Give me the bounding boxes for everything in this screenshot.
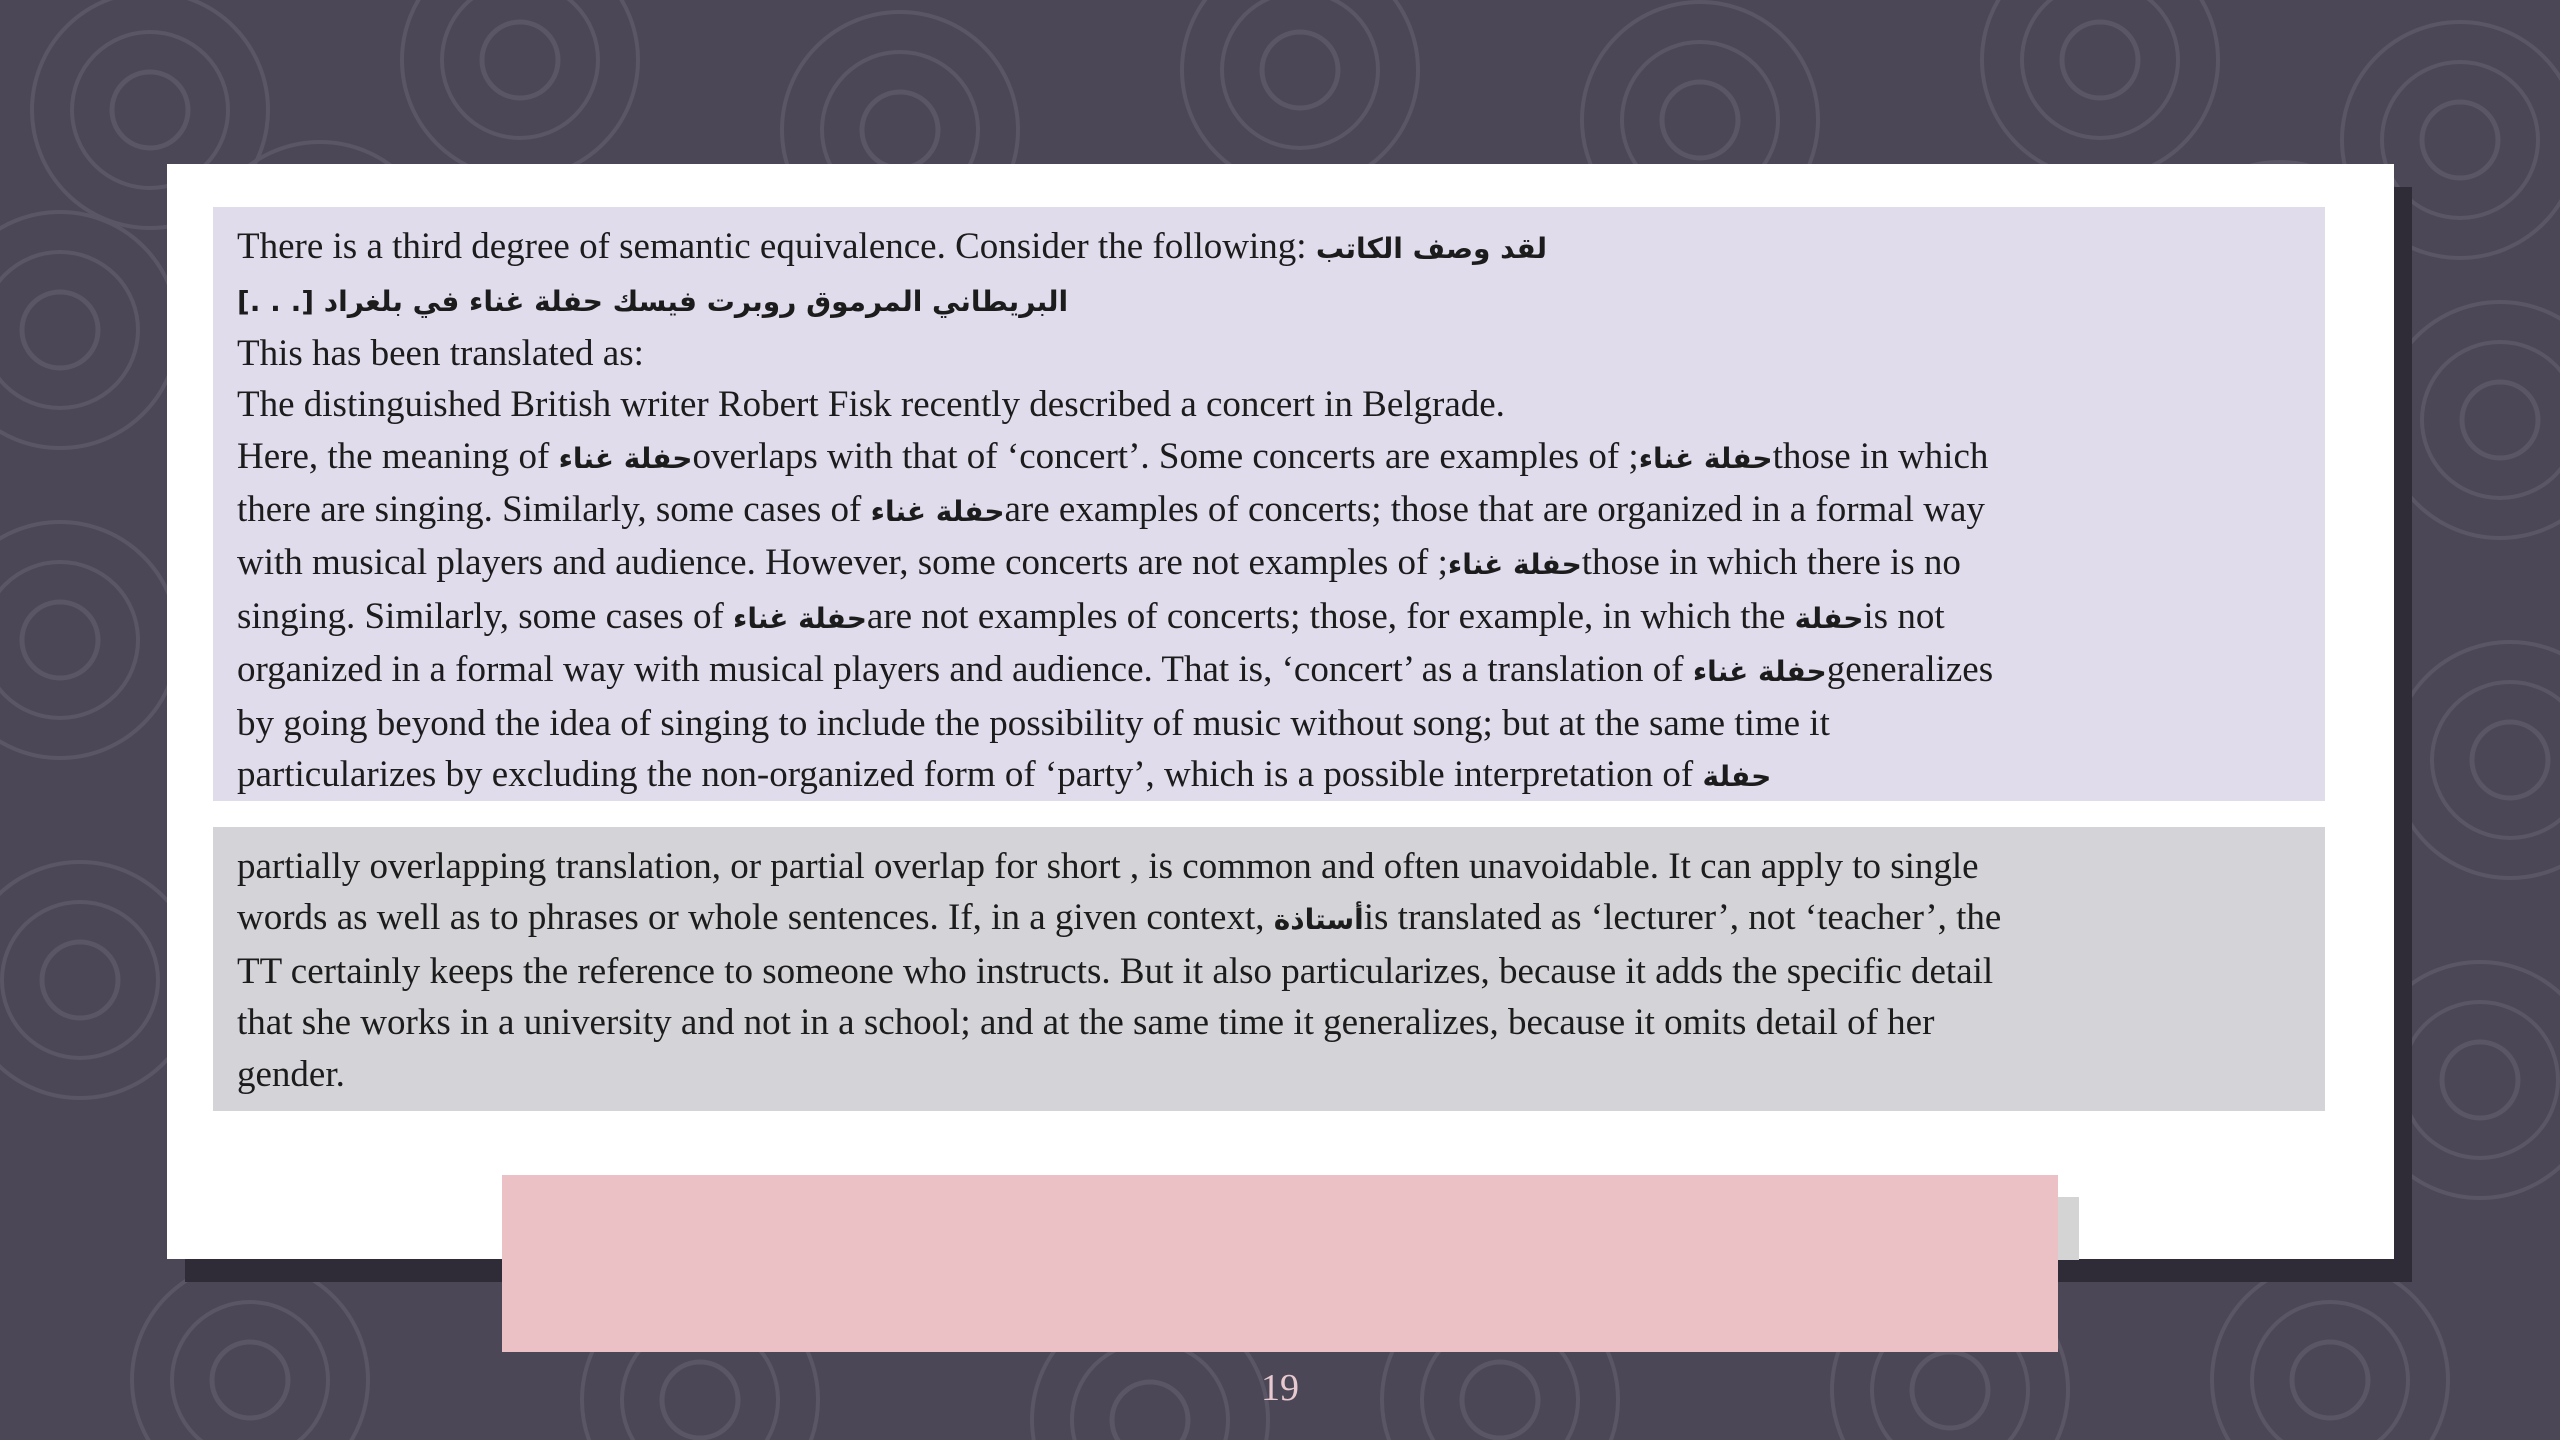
arabic-phrase: حفلة غناء [1447,548,1582,582]
page-number: 19 [1261,1367,1299,1409]
swirl-ring [402,0,638,178]
swirl-ring [482,22,558,98]
swirl-ring [2292,1342,2368,1418]
primary-text-box [213,207,2325,801]
swirl-ring [2402,1002,2558,1158]
swirl-ring [662,1362,738,1438]
text-line: by going beyond the idea of singing to include the possibility of music without song; but at the same time it [237,702,1830,744]
swirl-ring [1462,1362,1538,1438]
text-line [237,274,2301,327]
swirl-ring [22,292,98,368]
swirl-ring [0,522,178,758]
swirl-ring [1072,1342,1228,1440]
text-line: organized in a formal way with musical players and audience. That is, ‘concert’ as a translation of حفلة غناءgeneralizes [237,649,1994,691]
swirl-ring [1982,0,2218,178]
swirl-ring [2392,642,2560,878]
swirl-ring [1182,0,1418,188]
text-line: with musical players and audience. However, some concerts are not examples of ;حفلة غناءthose in which there is no [237,542,1961,584]
swirl-ring [2212,1262,2448,1440]
swirl-ring [1262,32,1338,108]
swirl-ring [212,1342,288,1418]
swirl-ring [2462,382,2538,458]
swirl-ring [2,902,158,1058]
text-line: there are singing. Similarly, some cases of حفلة غناءare examples of concerts; those that are organized in a formal way [237,489,1985,531]
swirl-ring [2422,102,2498,178]
arabic-phrase: حفلة غناء [1692,655,1827,689]
swirl-ring [2432,682,2560,838]
arabic-phrase: حفلة غناء [558,441,693,475]
swirl-ring [862,92,938,168]
text-line: words as well as to phrases or whole sentences. If, in a given context, أستاذةis translated as ‘lecturer’, not ‘teacher’, the [237,897,2002,939]
swirl-ring [1222,0,1378,148]
arabic-phrase: لقد وصف الكاتب [1315,232,1548,265]
text-line: partially overlapping translation, or partial overlap for short , is common and often unavoidable. It can apply to single [237,846,1979,887]
swirl-ring [22,602,98,678]
text-line: gender. [237,1053,345,1095]
arabic-phrase: حفلة غناء [733,601,867,635]
text-line: particularizes by excluding the non-organized form of ‘party’, which is a possible interpretation of حفلة [237,754,1772,796]
pink-panel [502,1175,2058,1352]
swirl-ring [112,72,188,148]
arabic-phrase: حفلة [1702,760,1772,794]
secondary-text-box [213,827,2325,1111]
text-line: There is a third degree of semantic equivalence. Consider the following: لقد وصف الكاتب [237,226,1548,267]
text-line: Here, the meaning of حفلة غناءoverlaps with that of ‘concert’. Some concerts are examples of ;حفلة غناءthose in which [237,435,1989,477]
swirl-ring [2062,22,2138,98]
arabic-phrase: حفلة غناء [1638,441,1773,475]
text-line: that she works in a university and not in a school; and at the same time it generalizes, because it omits detail of her [237,1002,1935,1044]
arabic-phrase: أستاذة [1273,903,1364,937]
swirl-ring [1662,82,1738,158]
swirl-ring [1912,1352,1988,1428]
arabic-phrase: حفلة [1794,601,1864,635]
swirl-ring [132,1262,368,1440]
arabic-phrase: البريطاني المرموق روبرت فيسك حفلة غناء في بلغراد [. . .] [237,285,1069,319]
text-line: singing. Similarly, some cases of حفلة غناءare not examples of concerts; those, for example, in which the حفلةis not [237,595,1945,637]
text-line: The distinguished British writer Robert Fisk recently described a concert in Belgrade. [237,384,1505,426]
text-line: This has been translated as: [237,332,644,374]
swirl-ring [42,942,118,1018]
swirl-ring [1112,1382,1188,1440]
swirl-ring [2472,722,2548,798]
text-line: TT certainly keeps the reference to someone who instructs. But it also particularizes, because it adds the specific detail [237,950,1994,992]
swirl-ring [2442,1042,2518,1118]
swirl-ring [0,212,178,448]
arabic-phrase: حفلة غناء [870,495,1005,529]
